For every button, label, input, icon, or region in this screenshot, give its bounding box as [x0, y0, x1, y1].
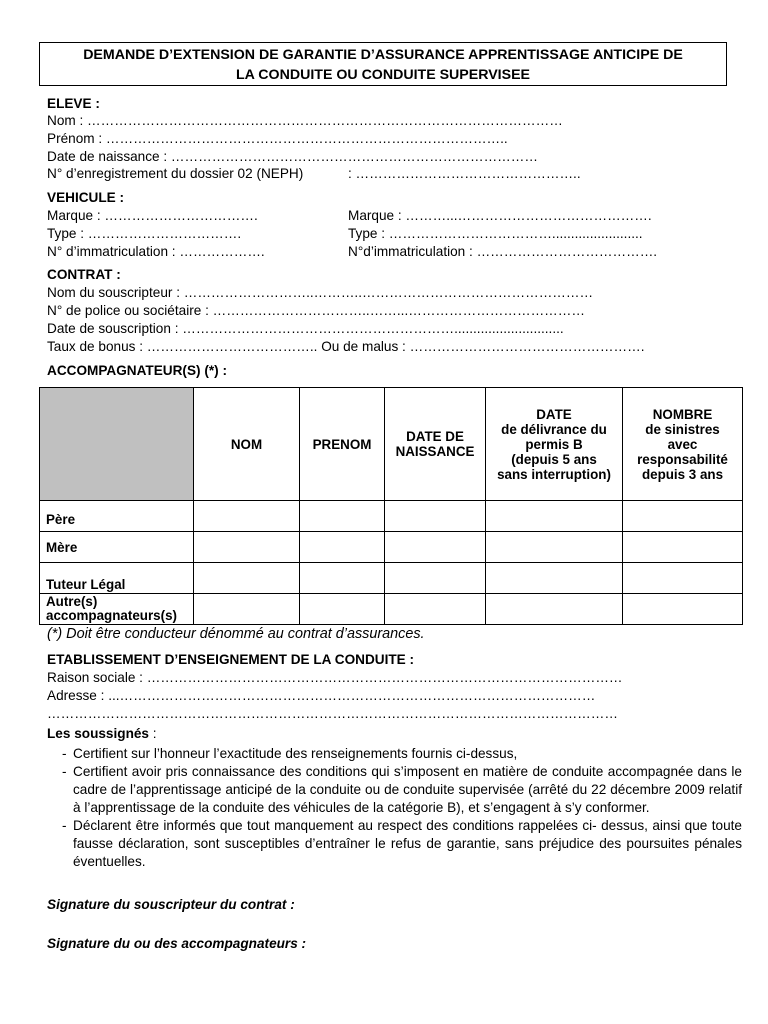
cell-pere-nom[interactable]: [194, 501, 300, 532]
header-sinistres-l4: responsabilité: [637, 451, 728, 467]
soussignes-heading-colon: :: [149, 726, 157, 741]
contrat-date-souscription-field[interactable]: Date de souscription : …………………………………………………….............................: [47, 321, 564, 336]
eleve-date-naissance-field[interactable]: Date de naissance : ………………………………………………………………………: [47, 149, 538, 164]
soussignes-heading: [47, 726, 157, 742]
vehicule-marque-2-field[interactable]: Marque : ………...…………………………………….: [348, 208, 652, 223]
row-label-mere: Mère: [40, 532, 194, 563]
table-row: [40, 501, 743, 532]
accompagnateurs-table: [39, 387, 743, 625]
eleve-neph-label: N° d’enregistrement du dossier 02 (NEPH): [47, 166, 304, 181]
header-sinistres: [623, 388, 743, 501]
table-row: [40, 594, 743, 625]
eleve-heading: ELEVE :: [47, 96, 100, 111]
cell-pere-date-permis[interactable]: [486, 501, 623, 532]
header-date-permis: [486, 388, 623, 501]
vehicule-type-2-field[interactable]: Type : ………………………………........................: [348, 226, 643, 241]
cell-mere-nom[interactable]: [194, 532, 300, 563]
header-date-permis-l1: DATE: [536, 406, 572, 422]
soussignes-list: [62, 745, 742, 871]
header-date-permis-l4: (depuis 5 ans: [511, 451, 597, 467]
eleve-prenom-field[interactable]: Prénom : ……………………………………………………………………………..: [47, 131, 508, 146]
table-header-row: [40, 388, 743, 501]
header-sinistres-l2: de sinistres: [645, 421, 720, 437]
table-row: [40, 563, 743, 594]
row-label-autres: Autre(s) accompagnateurs(s): [40, 594, 194, 625]
form-title: [39, 42, 727, 86]
list-item-text: Certifient avoir pris connaissance des conditions qui s’imposent en matière de conduite accompagnée dans le cadre de l’apprentissage anticipé de la conduite ou de conduite supervisée (arrêté du 22 décembre 2009 relatif à l’apprentissage de la conduite des véhicules de la catégorie B), et s’engagent à s’y conformer.: [73, 764, 742, 815]
eleve-neph-field[interactable]: : …………………………………………..: [348, 166, 581, 181]
vehicule-heading: VEHICULE :: [47, 190, 125, 205]
etablissement-adresse-field[interactable]: Adresse : ...……………………………………………………………………………………………: [47, 688, 596, 703]
table-row: [40, 532, 743, 563]
form-title-line2: LA CONDUITE OU CONDUITE SUPERVISEE: [235, 67, 531, 83]
form-title-line1: DEMANDE D’EXTENSION DE GARANTIE D’ASSURANCE APPRENTISSAGE ANTICIPE DE: [83, 47, 683, 63]
cell-mere-date-permis[interactable]: [486, 532, 623, 563]
row-label-pere: Père: [40, 501, 194, 532]
signature-souscripteur-label: Signature du souscripteur du contrat :: [47, 897, 295, 912]
cell-pere-sinistres[interactable]: [623, 501, 743, 532]
vehicule-type-1-field[interactable]: Type : …………………………….: [47, 226, 242, 241]
table-header-corner: [40, 388, 194, 501]
vehicule-marque-1-field[interactable]: Marque : …………………………….: [47, 208, 258, 223]
cell-tuteur-nom[interactable]: [194, 563, 300, 594]
contrat-bonus-malus-field[interactable]: Taux de bonus : ……………………………….. Ou de malus : …………………………………………….: [47, 339, 645, 354]
cell-mere-date-naissance[interactable]: [385, 532, 486, 563]
cell-mere-prenom[interactable]: [300, 532, 385, 563]
header-date-naissance-l1: DATE DE: [406, 429, 464, 444]
vehicule-immat-1-field[interactable]: N° d’immatriculation : ……………….: [47, 244, 265, 259]
etablissement-raison-field[interactable]: Raison sociale : ……………………………………………………………………………………………: [47, 670, 623, 685]
cell-tuteur-prenom[interactable]: [300, 563, 385, 594]
header-date-permis-l3: permis B: [525, 436, 583, 452]
header-sinistres-l3: avec: [667, 436, 698, 452]
accompagnateurs-heading: ACCOMPAGNATEUR(S) (*) :: [47, 363, 227, 378]
cell-tuteur-sinistres[interactable]: [623, 563, 743, 594]
etablissement-heading: ETABLISSEMENT D’ENSEIGNEMENT DE LA CONDUITE :: [47, 652, 415, 667]
header-date-permis-l2: de délivrance du: [501, 421, 607, 437]
cell-autres-sinistres[interactable]: [623, 594, 743, 625]
cell-autres-prenom[interactable]: [300, 594, 385, 625]
cell-pere-date-naissance[interactable]: [385, 501, 486, 532]
header-date-naissance-l2: NAISSANCE: [395, 444, 475, 459]
header-sinistres-l5: depuis 3 ans: [641, 466, 724, 482]
etablissement-adresse2-field[interactable]: ………………………………………………………………………………………………………………: [47, 706, 618, 721]
cell-tuteur-date-naissance[interactable]: [385, 563, 486, 594]
header-sinistres-l1: NOMBRE: [652, 406, 713, 422]
cell-autres-date-permis[interactable]: [486, 594, 623, 625]
cell-tuteur-date-permis[interactable]: [486, 563, 623, 594]
footnote: (*) Doit être conducteur dénommé au contrat d’assurances.: [47, 626, 425, 642]
list-item: - Certifient sur l’honneur l’exactitude des renseignements fournis ci-dessus,: [62, 746, 518, 761]
list-item-text: Certifient sur l’honneur l’exactitude des renseignements fournis ci-dessus,: [73, 746, 518, 761]
contrat-heading: CONTRAT :: [47, 267, 121, 282]
eleve-nom-field[interactable]: Nom : ……………………………………………………………………………………………: [47, 113, 563, 128]
soussignes-heading-text: Les soussignés: [47, 726, 149, 741]
header-date-permis-l5: sans interruption): [497, 466, 611, 482]
cell-autres-nom[interactable]: [194, 594, 300, 625]
header-prenom: PRENOM: [300, 388, 385, 501]
contrat-police-field[interactable]: N° de police ou sociétaire : ……………………………..……...…………………………………: [47, 303, 585, 318]
list-item: - Certifient avoir pris connaissance des conditions qui s’imposent en matière de conduite accompagnée dans le cadre de l’apprentissage anticipé de la conduite ou de conduite supervisée (arrêté du 22 décembre 2009 relatif à l’apprentissage de la conduite des véhicules de la catégorie B), et s’engagent à s’y conformer.: [62, 764, 742, 815]
list-item: - Déclarent être informés que tout manquement au respect des conditions rappelées ci- dessus, ainsi que toute fausse déclaration, sont susceptibles d’entraîner le refus de garantie, sans préjudice des poursuites pénales éventuelles.: [62, 818, 742, 869]
list-item-text: Déclarent être informés que tout manquement au respect des conditions rappelées ci- dessus, ainsi que toute fausse déclaration, sont susceptibles d’entraîner le refus de garantie, sans préjudice des poursuites pénales éventuelles.: [73, 818, 742, 869]
cell-autres-date-naissance[interactable]: [385, 594, 486, 625]
header-nom: NOM: [194, 388, 300, 501]
vehicule-immat-2-field[interactable]: N°d’immatriculation : ………………………………….: [348, 244, 658, 259]
contrat-souscripteur-field[interactable]: Nom du souscripteur : ………………………..………..……………………………………………: [47, 285, 594, 300]
row-label-tuteur: Tuteur Légal: [40, 563, 194, 594]
cell-mere-sinistres[interactable]: [623, 532, 743, 563]
signature-accompagnateurs-label: Signature du ou des accompagnateurs :: [47, 936, 307, 951]
cell-pere-prenom[interactable]: [300, 501, 385, 532]
header-date-naissance: [385, 388, 486, 501]
